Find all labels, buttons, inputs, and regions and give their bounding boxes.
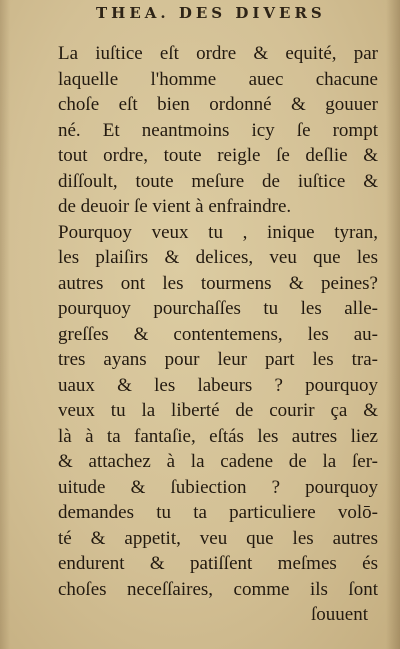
text-line-14: uaux & les labeurs ? pourquoy	[58, 374, 378, 396]
text-line-6: diſſoult, toute meſure de iuſtice &	[58, 170, 378, 192]
text-line-5: tout ordre, toute reigle ſe deſlie &	[58, 145, 378, 166]
text-line-22: choſes neceſſaires, comme ils ſont	[58, 578, 378, 600]
text-line-1: La iuſtice eſt ordre & equité, par	[58, 43, 378, 64]
text-line-2: laquelle l'homme auec chacune	[58, 68, 378, 90]
text-line-10: autres ont les tourmens & peines?	[58, 272, 378, 294]
page-shadow-right	[386, 0, 400, 649]
text-line-18: uitude & ſubiection ? pourquoy	[58, 476, 378, 498]
text-line-11: pourquoy pourchaſſes tu les alle-	[58, 298, 378, 319]
page-shadow-left	[0, 0, 10, 649]
text-line-3: choſe eſt bien ordonné & gouuer	[58, 94, 378, 115]
running-head: THEA. DES DIVERS	[96, 4, 326, 22]
body-text	[58, 41, 378, 628]
text-line-12: greſſes & contentemens, les au-	[58, 323, 378, 345]
text-line-16: là à ta fantaſie, eſtás les autres liez	[58, 425, 378, 447]
catchword: ſouuent	[311, 604, 368, 625]
text-line-8: Pourquoy veux tu , inique tyran,	[58, 221, 378, 243]
text-line-15: veux tu la liberté de courir ça &	[58, 400, 378, 421]
text-line-7: de deuoir ſe vient à enfraindre.	[58, 196, 292, 217]
text-line-4: né. Et neantmoins icy ſe rompt	[58, 119, 378, 141]
text-line-13: tres ayans pour leur part les tra-	[58, 349, 378, 370]
text-line-17: & attachez à la cadene de la ſer-	[58, 451, 378, 472]
text-line-19: demandes tu ta particuliere volō-	[58, 502, 378, 523]
text-line-9: les plaiſirs & delices, veu que les	[58, 247, 378, 268]
text-line-20: té & appetit, veu que les autres	[58, 527, 378, 549]
text-line-21: endurent & patiſſent meſmes és	[58, 553, 378, 574]
